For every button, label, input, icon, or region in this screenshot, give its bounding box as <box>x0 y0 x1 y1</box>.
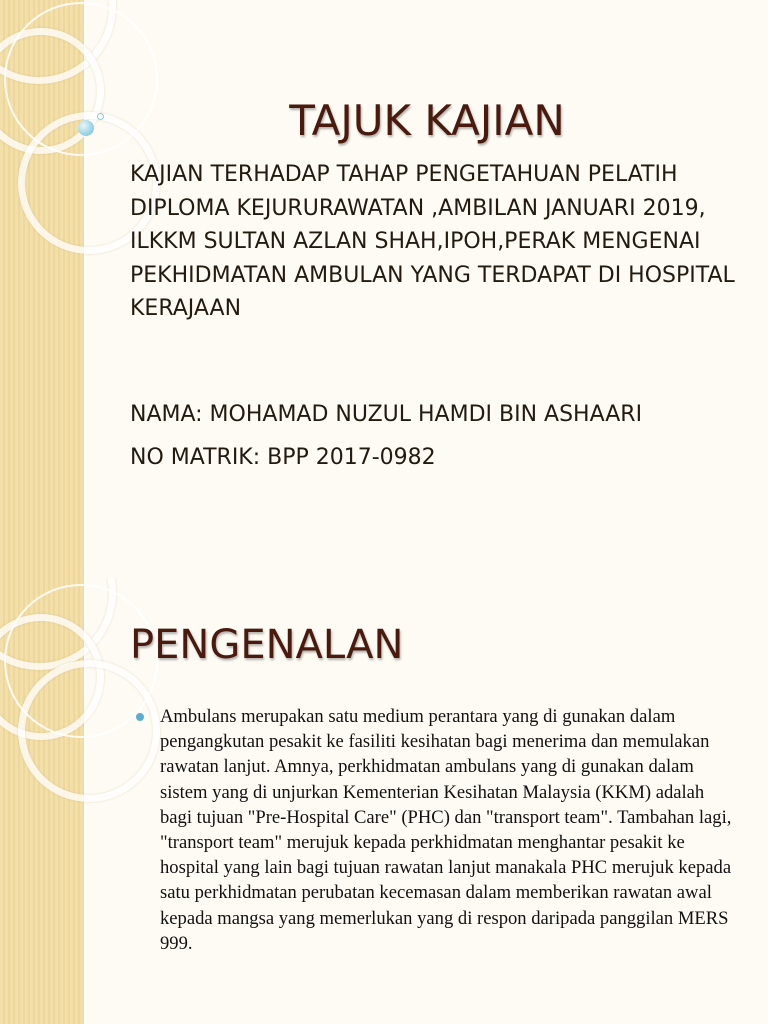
study-title-text: KAJIAN TERHADAP TAHAP PENGETAHUAN PELATIH DIPLOMA KEJURURAWATAN ,AMBILAN JANUARI 2019, ILKKM SULTAN AZLAN SHAH,IPOH,PERAK MENGENAI PEKHIDMATAN AMBULAN YANG TERDAPAT DI HOSPITAL KERAJAAN <box>130 162 735 321</box>
bullet-list <box>130 704 740 956</box>
list-item <box>130 704 740 956</box>
bullet-dot-icon <box>136 713 144 721</box>
student-name: NAMA: MOHAMAD NUZUL HAMDI BIN ASHAARI <box>130 402 643 427</box>
bullet-text: Ambulans merupakan satu medium perantara yang di gunakan dalam pengangkutan pesakit ke fasiliti kesihatan bagi menerima dan memulakan rawatan lanjut. Amnya, perkhidmatan ambulans yang di gunakan dalam sistem yang di unjurkan Kementerian Kesihatan Malaysia (KKM) adalah bagi tujuan "Pre-Hospital Care" (PHC) dan "transport team". Tambahan lagi, "transport team" merujuk kepada perkhidmatan menghantar pesakit ke hospital yang lain bagi tujuan rawatan lanjut manakala PHC merujuk kepada satu perkhidmatan perubatan kecemasan dalam memberikan rawatan awal kepada mangsa yang memerlukan yang di respon daripada panggilan MERS 999. <box>160 706 732 954</box>
slide-introduction <box>0 578 768 1024</box>
slide-title-heading: TAJUK KAJIAN <box>289 96 565 145</box>
section-heading: PENGENALAN <box>130 622 404 668</box>
student-matric-number: NO MATRIK: BPP 2017-0982 <box>130 445 436 470</box>
